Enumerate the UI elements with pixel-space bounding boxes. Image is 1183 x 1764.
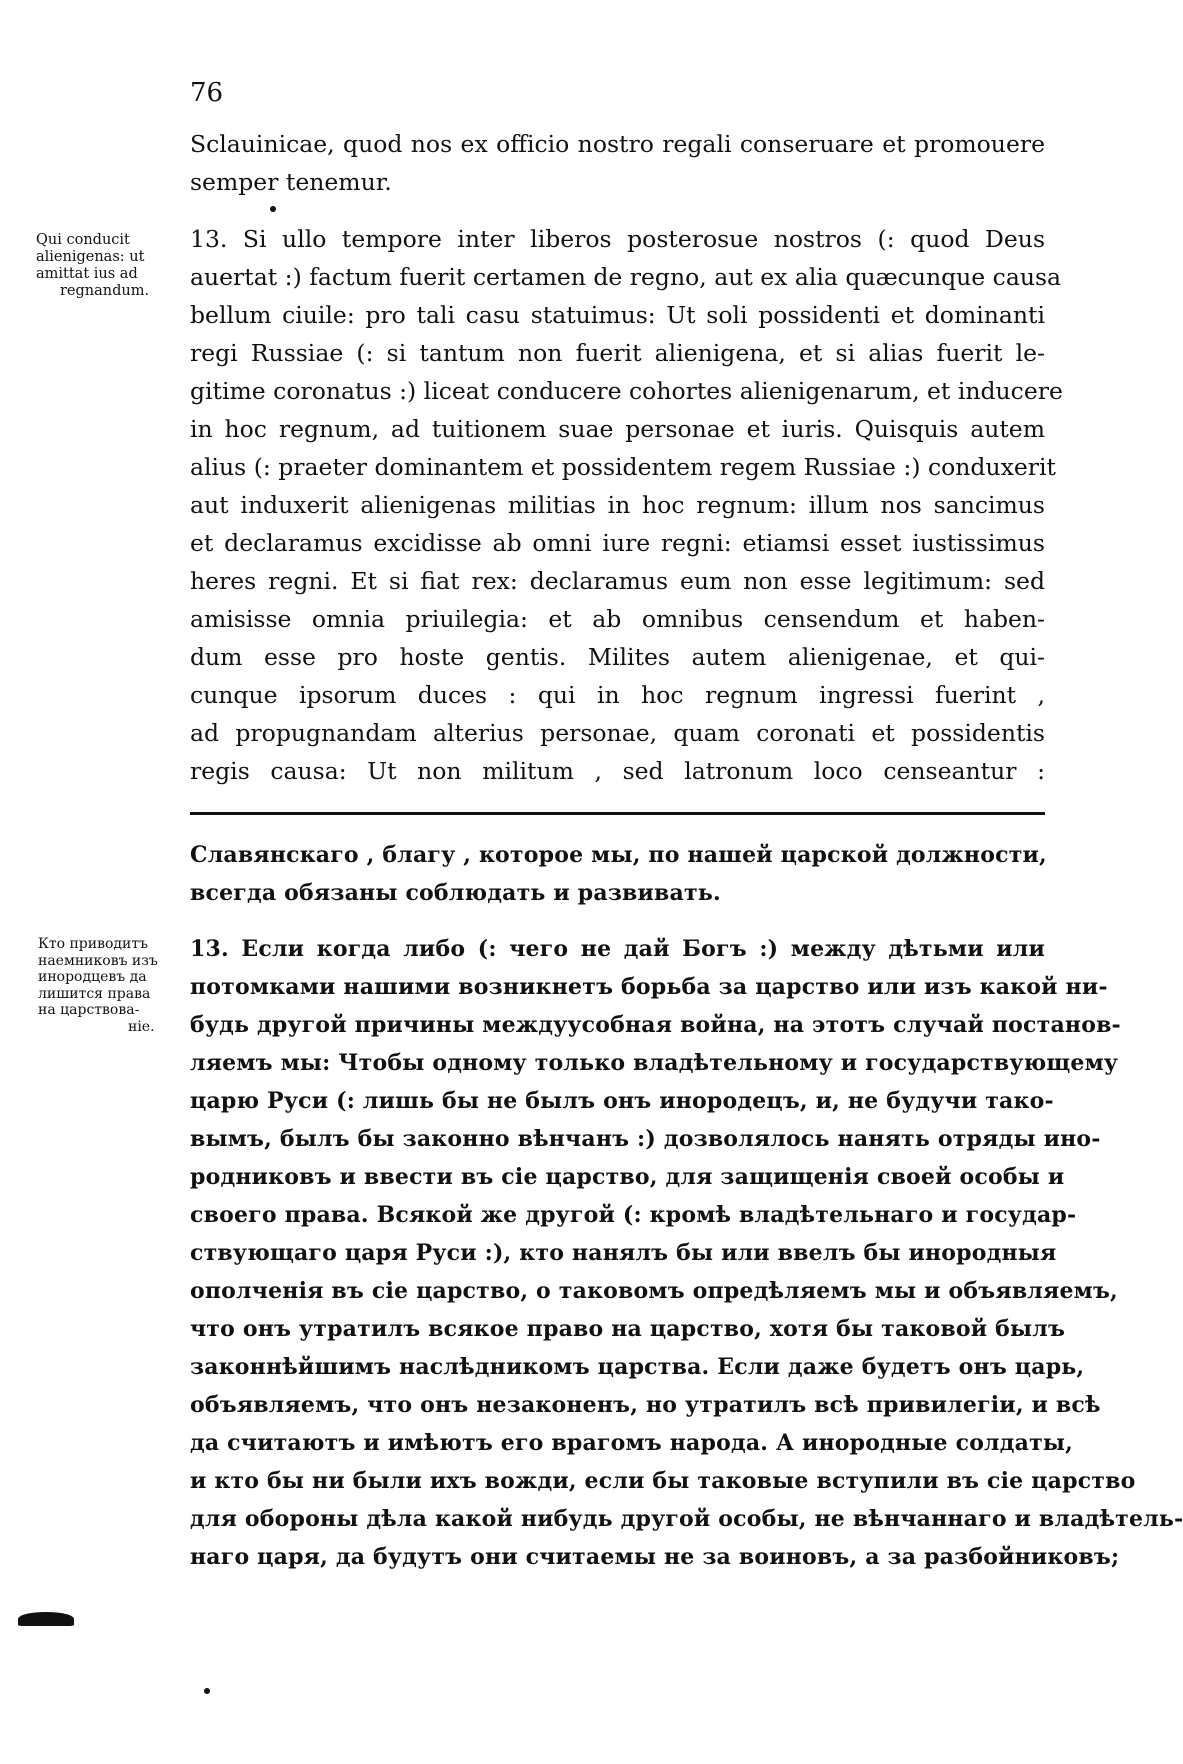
text-line: будь другой причины междуусобная война, на этотъ случай постанов- — [190, 1012, 1121, 1038]
text-line: Славянскаго , благу , которое мы, по нашей царской должности, — [190, 842, 1047, 868]
text-line: dum esse pro hoste gentis. Milites autem alienigenae, et qui- — [190, 643, 1045, 671]
text-line: bellum ciuile: pro tali casu statuimus: Ut soli possidenti et dominanti — [190, 301, 1045, 329]
text-line: 13. Если когда либо (: чего не дай Богъ :) между дѣтьми или — [190, 936, 1045, 962]
margin-note-line: на царствова- — [38, 1002, 140, 1018]
latin-margin-note — [36, 232, 186, 300]
text-line: своего права. Всякой же другой (: кромѣ владѣтельнаго и государ- — [190, 1202, 1077, 1228]
text-line: regi Russiae (: si tantum non fuerit alienigena, et si alias fuerit le- — [190, 339, 1045, 367]
text-line: и кто бы ни были ихъ вожди, если бы таковые вступили въ сiе царство — [190, 1468, 1136, 1494]
text-line: amisisse omnia priuilegia: et ab omnibus censendum et haben- — [190, 605, 1045, 633]
margin-note-line: Qui conducit — [36, 232, 130, 248]
text-line: потомками нашими возникнетъ борьба за царство или изъ какой ни- — [190, 974, 1108, 1000]
section-divider — [190, 812, 1045, 815]
text-line: царю Руси (: лишь бы не былъ онъ инородецъ, и, не будучи тако- — [190, 1088, 1054, 1114]
text-line: всегда обязаны соблюдать и развивать. — [190, 880, 721, 906]
page-number: 76 — [190, 78, 224, 108]
text-line: 13. Si ullo tempore inter liberos posterosue nostros (: quod Deus — [190, 225, 1045, 253]
text-line: et declaramus excidisse ab omni iure regni: etiamsi esset iustissimus — [190, 529, 1045, 557]
text-line: auertat :) factum fuerit certamen de regno, aut ex alia quæcunque causa — [190, 263, 1062, 291]
margin-note-line: alienigenas: ut — [36, 249, 145, 265]
text-line: Sclauinicae, quod nos ex officio nostro regali conseruare et promouere — [190, 130, 1045, 158]
ink-dot — [204, 1688, 210, 1694]
text-line: gitime coronatus :) liceat conducere cohortes alienigenarum, et inducere — [190, 377, 1063, 405]
text-line: законнѣйшимъ наслѣдникомъ царства. Если даже будетъ онъ царь, — [190, 1354, 1085, 1380]
russian-margin-note — [38, 936, 188, 1035]
margin-note-line: regnandum. — [60, 283, 150, 299]
margin-note-line: наемниковъ изъ — [38, 952, 158, 969]
text-line: ствующаго царя Руси :), кто нанялъ бы или ввелъ бы инородныя — [190, 1240, 1057, 1266]
text-line: ad propugnandam alterius personae, quam coronati et possidentis — [190, 719, 1045, 747]
margin-note-line: инородцевъ да — [38, 969, 147, 985]
text-line: regis causa: Ut non militum , sed latronum loco censeantur : — [190, 757, 1045, 785]
text-line: родниковъ и ввести въ сiе царство, для защищенiя своей особы и — [190, 1164, 1065, 1190]
text-line: semper tenemur. — [190, 168, 392, 196]
text-line: alius (: praeter dominantem et possidentem regem Russiae :) conduxerit — [190, 453, 1056, 481]
margin-note-line: Кто приводитъ — [38, 936, 148, 952]
ink-dot — [270, 206, 276, 212]
text-line: in hoc regnum, ad tuitionem suae personae et iuris. Quisquis autem — [190, 415, 1045, 443]
text-line: наго царя, да будутъ они считаемы не за воиновъ, а за разбойниковъ; — [190, 1544, 1120, 1570]
text-line: да считаютъ и имѣютъ его врагомъ народа. А инородные солдаты, — [190, 1430, 1074, 1456]
text-line: ляемъ мы: Чтобы одному только владѣтельному и государствующему — [190, 1050, 1119, 1076]
text-line: cunque ipsorum duces : qui in hoc regnum ingressi fuerint , — [190, 681, 1045, 709]
text-line: heres regni. Et si fiat rex: declaramus eum non esse legitimum: sed — [190, 567, 1045, 595]
text-line: для обороны дѣла какой нибудь другой особы, не вѣнчаннаго и владѣтель- — [190, 1506, 1183, 1532]
text-line: aut induxerit alienigenas militias in hoc regnum: illum nos sancimus — [190, 491, 1045, 519]
text-line: вымъ, былъ бы законно вѣнчанъ :) дозволялось нанять отряды ино- — [190, 1126, 1101, 1152]
margin-note-line: нiе. — [128, 1018, 155, 1035]
text-line: ополченiя въ сiе царство, о таковомъ опредѣляемъ мы и объявляемъ, — [190, 1278, 1118, 1304]
text-line: что онъ утратилъ всякое право на царство, хотя бы таковой былъ — [190, 1316, 1066, 1342]
text-line: объявляемъ, что онъ незаконенъ, но утратилъ всѣ привилегiи, и всѣ — [190, 1392, 1101, 1418]
ink-smudge — [18, 1612, 74, 1626]
margin-note-line: amittat ius ad — [36, 266, 138, 282]
margin-note-line: лишится права — [38, 985, 151, 1002]
